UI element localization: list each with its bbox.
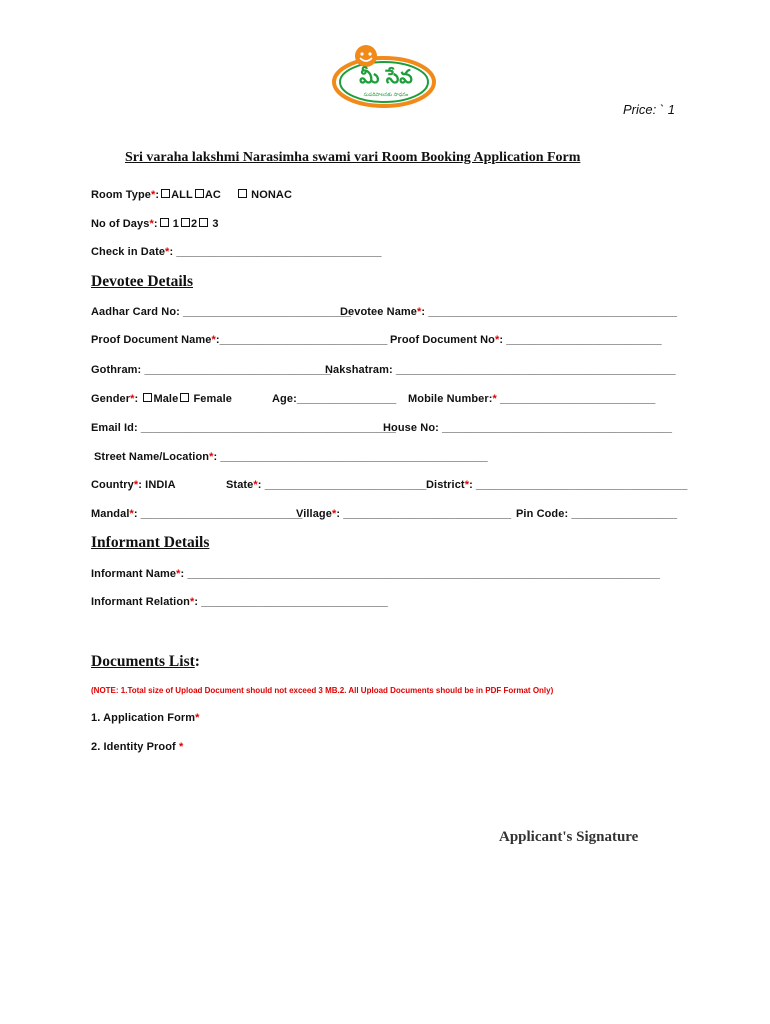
- proof-document-name-field[interactable]: :___________________________: [215, 334, 388, 346]
- country-row: Country*: INDIA: [91, 479, 176, 491]
- room-type-all-checkbox[interactable]: [161, 189, 170, 198]
- logo-tagline: సుపరిపాలనకు సాధనం: [363, 92, 409, 98]
- room-type-nonac-option: [236, 189, 292, 201]
- room-type-nonac-label: NONAC: [251, 189, 292, 201]
- no-of-days-label: No of Days: [91, 218, 150, 230]
- mobile-number-row: Mobile Number:* _________________________: [408, 393, 656, 405]
- district-row: District*: __________________________________: [426, 479, 688, 491]
- informant-name-field[interactable]: : ____________________________________________________________________________: [180, 568, 660, 580]
- village-field[interactable]: : ___________________________: [336, 508, 512, 520]
- documents-heading-row: Documents List:: [91, 653, 200, 670]
- informant-name-row: Informant Name*: ____________________________________________________________________________: [91, 568, 660, 580]
- days-1-checkbox[interactable]: [160, 218, 169, 227]
- price-label: Price: ` 1: [623, 102, 676, 117]
- gothram-field[interactable]: Gothram: ______________________________: [91, 364, 331, 376]
- nakshatram-field[interactable]: Nakshatram: _____________________________________________: [325, 364, 676, 376]
- informant-relation-row: Informant Relation*: ______________________________: [91, 596, 388, 608]
- room-type-ac-checkbox[interactable]: [195, 189, 204, 198]
- logo-brand-text: మీ సేవ: [359, 66, 413, 88]
- mobile-number-field[interactable]: _________________________: [496, 393, 656, 405]
- days-2-label: 2: [191, 218, 198, 230]
- house-no-field[interactable]: House No: _____________________________________: [383, 422, 673, 434]
- age-field[interactable]: ________________: [296, 393, 397, 405]
- upload-note: (NOTE: 1.Total size of Upload Document should not exceed 3 MB.2. All Upload Documents should be in PDF Format Only): [91, 686, 554, 695]
- check-in-date-row: Check in Date*: _________________________________: [91, 246, 382, 258]
- street-field[interactable]: : ___________________________________________: [213, 451, 488, 463]
- no-of-days-row: No of Days*: 1 2 3: [91, 218, 219, 230]
- days-3-checkbox[interactable]: [199, 218, 208, 227]
- days-2-checkbox[interactable]: [181, 218, 190, 227]
- document-item-identity-proof: 2. Identity Proof *: [91, 741, 184, 753]
- proof-document-no-row: Proof Document No*: _________________________: [390, 334, 662, 346]
- country-value: : INDIA: [138, 479, 176, 491]
- devotee-name-field[interactable]: : ________________________________________: [421, 306, 678, 318]
- informant-details-heading: Informant Details: [91, 534, 210, 551]
- documents-list-heading: Documents List: [91, 653, 195, 670]
- state-row: State*: __________________________: [226, 479, 427, 491]
- gender-row: Gender*: Male Female: [91, 393, 232, 405]
- proof-document-name-row: Proof Document Name*:___________________________: [91, 334, 388, 346]
- pin-code-field[interactable]: Pin Code: _________________: [516, 508, 678, 520]
- room-type-row: Room Type*: ALL AC: [91, 189, 221, 201]
- devotee-details-heading: Devotee Details: [91, 273, 193, 290]
- room-type-ac-label: AC: [204, 189, 221, 201]
- days-3-label: 3: [212, 218, 219, 230]
- email-field[interactable]: Email Id: _________________________________________: [91, 422, 396, 434]
- days-1-label: 1: [172, 218, 179, 230]
- devotee-name-row: Devotee Name*: ________________________________________: [340, 306, 678, 318]
- gender-female-checkbox[interactable]: [180, 393, 189, 402]
- mandal-field[interactable]: : __________________________: [133, 508, 303, 520]
- room-type-label: Room Type: [91, 189, 151, 201]
- informant-relation-field[interactable]: : ______________________________: [194, 596, 388, 608]
- mandal-row: Mandal*: __________________________: [91, 508, 303, 520]
- form-title: Sri varaha lakshmi Narasimha swami vari Room Booking Application Form: [125, 150, 581, 165]
- street-row: Street Name/Location*: ___________________________________________: [94, 451, 488, 463]
- check-in-label: Check in Date: [91, 246, 166, 258]
- room-type-all-label: ALL: [171, 189, 193, 201]
- room-type-nonac-checkbox[interactable]: [238, 189, 247, 198]
- district-field[interactable]: : __________________________________: [469, 479, 688, 491]
- document-item-application-form: 1. Application Form*: [91, 712, 200, 724]
- check-in-date-field[interactable]: : _________________________________: [169, 246, 382, 258]
- age-row: Age:________________: [272, 393, 397, 405]
- state-field[interactable]: : __________________________: [257, 479, 427, 491]
- mee-seva-logo: [328, 40, 440, 112]
- proof-document-no-field[interactable]: : _________________________: [499, 334, 662, 346]
- gender-male-checkbox[interactable]: [143, 393, 152, 402]
- applicant-signature-label: Applicant's Signature: [499, 829, 639, 845]
- aadhar-field[interactable]: Aadhar Card No: ___________________________: [91, 306, 351, 318]
- village-row: Village*: ___________________________: [296, 508, 512, 520]
